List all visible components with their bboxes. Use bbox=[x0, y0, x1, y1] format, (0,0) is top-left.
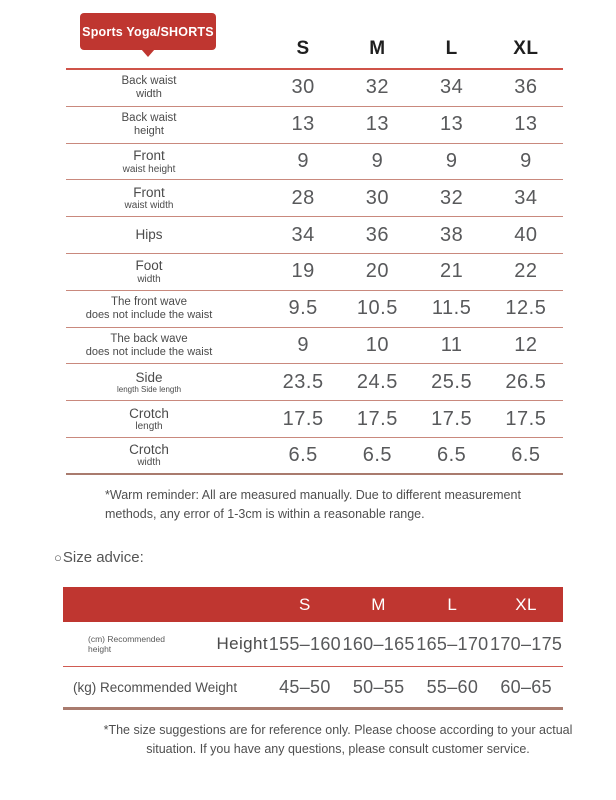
cell-value: 17.5 bbox=[505, 407, 547, 430]
warm-reminder-note: *Warm reminder: All are measured manually. Due to different measurement methods, any error of 1-3cm is within a reasonable range. bbox=[105, 488, 521, 521]
cell-value: 30 bbox=[291, 76, 315, 99]
table-row bbox=[66, 144, 563, 181]
weight-value-l: 55–60 bbox=[426, 676, 479, 697]
cell-value: 22 bbox=[514, 260, 538, 283]
row-label: Back waist width bbox=[121, 74, 177, 101]
cell-value: 6.5 bbox=[288, 443, 318, 466]
cell-value: 34 bbox=[440, 76, 464, 99]
height-value-m: 160–165 bbox=[342, 633, 415, 654]
cell-value: 11 bbox=[440, 333, 463, 356]
table-row bbox=[66, 291, 563, 328]
advice-column-xl: XL bbox=[515, 594, 538, 614]
cell-value: 40 bbox=[514, 223, 538, 246]
cell-value: 34 bbox=[514, 186, 538, 209]
cell-value: 9.5 bbox=[288, 297, 318, 320]
cell-value: 6.5 bbox=[436, 443, 467, 466]
row-label: Back waist height bbox=[121, 111, 177, 137]
table-row bbox=[66, 107, 563, 144]
circle-icon: ○ bbox=[54, 550, 62, 565]
height-unit-label: (cm) Recommended height bbox=[88, 634, 165, 654]
weight-value-s: 45–50 bbox=[279, 676, 331, 697]
height-value-l: 165–170 bbox=[416, 633, 489, 654]
cell-value: 28 bbox=[291, 186, 315, 209]
cell-value: 24.5 bbox=[356, 370, 398, 393]
recommended-weight-row bbox=[63, 667, 563, 710]
weight-label: (kg) Recommended Weight bbox=[73, 679, 238, 695]
column-header-l: L bbox=[445, 38, 458, 59]
cell-value: 19 bbox=[291, 260, 315, 283]
advice-column-l: L bbox=[447, 594, 458, 614]
weight-value-m: 50–55 bbox=[352, 676, 405, 697]
cell-value: 26.5 bbox=[505, 370, 547, 393]
table-row bbox=[66, 70, 563, 107]
row-label: Crotch width bbox=[129, 441, 169, 469]
height-value-s: 155–160 bbox=[268, 633, 341, 654]
cell-value: 20 bbox=[365, 260, 389, 283]
size-advice-table bbox=[63, 587, 563, 710]
cell-value: 9 bbox=[297, 149, 309, 172]
cell-value: 10.5 bbox=[356, 297, 398, 320]
table-row bbox=[66, 254, 563, 291]
cell-value: 32 bbox=[365, 76, 389, 99]
cell-value: 17.5 bbox=[356, 407, 398, 430]
cell-value: 17.5 bbox=[431, 407, 473, 430]
cell-value: 12 bbox=[514, 333, 538, 356]
cell-value: 13 bbox=[291, 113, 315, 136]
cell-value: 30 bbox=[365, 186, 389, 209]
table-row bbox=[66, 364, 563, 401]
cell-value: 13 bbox=[365, 113, 389, 136]
advice-column-s: S bbox=[298, 594, 311, 614]
table-row bbox=[66, 438, 563, 475]
row-label: Front waist height bbox=[122, 147, 176, 175]
cell-value: 9 bbox=[445, 149, 458, 172]
size-advice-heading bbox=[54, 549, 144, 566]
row-label: Side length Side length bbox=[116, 369, 182, 395]
height-row-label bbox=[63, 634, 268, 654]
cell-value: 17.5 bbox=[282, 407, 324, 430]
column-header-xl: XL bbox=[513, 38, 539, 59]
size-table-header bbox=[66, 30, 563, 68]
cell-value: 36 bbox=[365, 223, 389, 246]
cell-value: 9 bbox=[520, 149, 532, 172]
cell-value: 13 bbox=[440, 113, 464, 136]
height-value-xl: 170–175 bbox=[490, 633, 563, 654]
cell-value: 25.5 bbox=[431, 370, 473, 393]
cell-value: 23.5 bbox=[282, 370, 324, 393]
table-row bbox=[66, 217, 563, 254]
advice-table-header bbox=[63, 587, 563, 622]
advice-column-m: M bbox=[371, 594, 386, 614]
weight-row-label bbox=[63, 680, 268, 695]
cell-value: 13 bbox=[514, 113, 538, 136]
cell-value: 34 bbox=[291, 223, 315, 246]
cell-value: 21 bbox=[440, 260, 464, 283]
row-label: Hips bbox=[135, 227, 163, 243]
row-label: The back wave does not include the waist bbox=[85, 332, 213, 358]
badge-label: Sports Yoga/SHORTS bbox=[82, 24, 214, 39]
table-row bbox=[66, 401, 563, 438]
cell-value: 36 bbox=[514, 76, 538, 99]
size-advice-label: Size advice: bbox=[62, 549, 144, 566]
column-header-s: S bbox=[296, 38, 310, 59]
table-row bbox=[66, 180, 563, 217]
size-table-rows bbox=[66, 68, 563, 475]
table-row bbox=[66, 328, 563, 365]
cell-value: 6.5 bbox=[511, 443, 541, 466]
row-label: Crotch length bbox=[129, 405, 169, 433]
cell-value: 6.5 bbox=[362, 443, 393, 466]
height-label: Height bbox=[216, 634, 268, 653]
cell-value: 9 bbox=[371, 149, 384, 172]
row-label: Foot width bbox=[135, 258, 163, 285]
size-suggestion-note: *The size suggestions are for reference only. Please choose according to your actual situation. If you have any questions, please consult customer service. bbox=[103, 723, 573, 756]
recommended-height-row bbox=[63, 622, 563, 667]
cell-value: 11.5 bbox=[431, 297, 472, 320]
cell-value: 10 bbox=[365, 333, 389, 356]
column-header-m: M bbox=[369, 38, 386, 59]
row-label: Front waist width bbox=[124, 184, 174, 212]
weight-value-xl: 60–65 bbox=[500, 676, 552, 697]
cell-value: 9 bbox=[297, 333, 309, 356]
row-label: The front wave does not include the waist bbox=[85, 295, 213, 321]
cell-value: 32 bbox=[440, 186, 464, 209]
cell-value: 12.5 bbox=[505, 297, 547, 320]
cell-value: 38 bbox=[440, 223, 464, 246]
